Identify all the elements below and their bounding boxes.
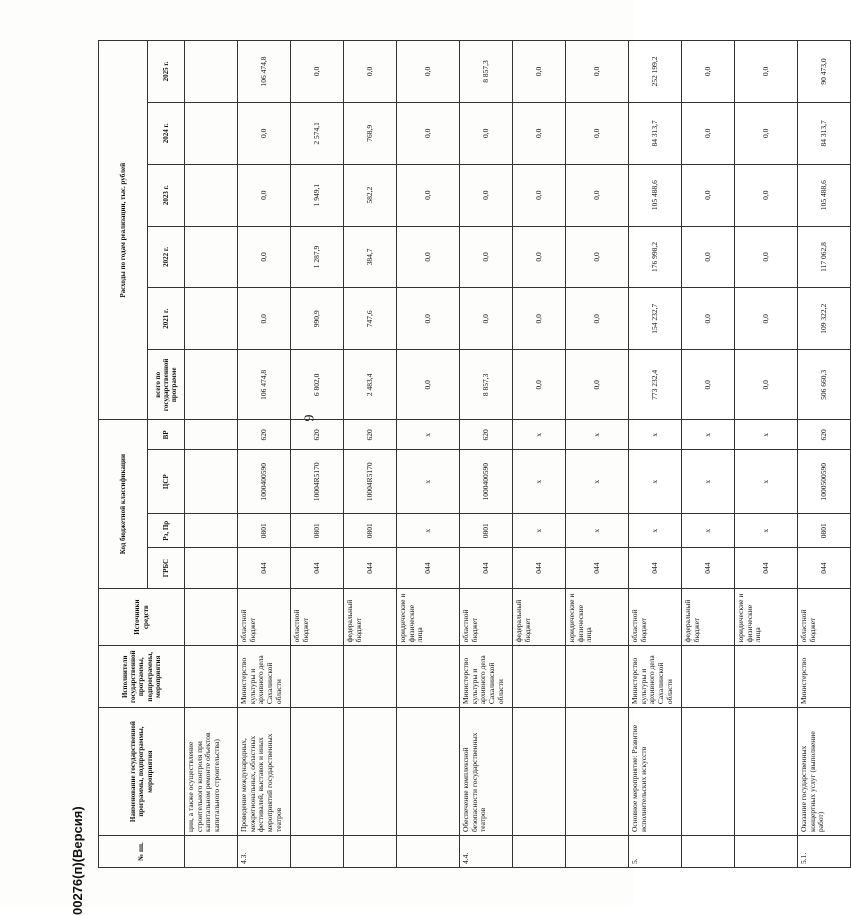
cell-grbs: 044 bbox=[798, 548, 851, 588]
cell-year-2021: 0,0 bbox=[460, 288, 513, 350]
cell-year-2023: 105 488,6 bbox=[629, 164, 682, 226]
cell-year-2022: 0,0 bbox=[682, 226, 735, 288]
cell-source: юридические и физические лица bbox=[566, 588, 629, 646]
table-row bbox=[682, 41, 735, 868]
cell-year-2023: 1 949,1 bbox=[291, 164, 344, 226]
cell-vr: 620 bbox=[798, 420, 851, 450]
page-number: 9 bbox=[302, 414, 318, 422]
cell-grbs: 044 bbox=[735, 548, 798, 588]
cell-total: 0,0 bbox=[735, 350, 798, 420]
cell-year-2023: 0,0 bbox=[735, 164, 798, 226]
cell-executor bbox=[397, 646, 460, 708]
cell-name: Проведение международных, межрегиональных, областных фестивалей, выставок и иных мероприятий государственных театров bbox=[238, 708, 291, 836]
cell-name bbox=[344, 708, 397, 836]
cell-num: 5.1. bbox=[798, 836, 851, 868]
cell-vr: x bbox=[513, 420, 566, 450]
header-name: Наименование государственной программы, подпрограммы, мероприятия bbox=[99, 708, 185, 836]
cell-rzpr: 0801 bbox=[291, 514, 344, 548]
cell-num bbox=[344, 836, 397, 868]
table-row bbox=[397, 41, 460, 868]
cell-vr: x bbox=[629, 420, 682, 450]
header-rzpr: Рз, Пр bbox=[148, 514, 185, 548]
cell-csr: x bbox=[513, 450, 566, 514]
cell-year-2025: 0,0 bbox=[291, 41, 344, 103]
cell-grbs: 044 bbox=[513, 548, 566, 588]
cell-year-2025: 106 474,8 bbox=[238, 41, 291, 103]
cell-vr: 620 bbox=[291, 420, 344, 450]
cell-year-2023: 0,0 bbox=[566, 164, 629, 226]
cell-source: федеральный бюджет bbox=[682, 588, 735, 646]
header-num: № пп. bbox=[99, 836, 185, 868]
cell-year-2023: 0,0 bbox=[513, 164, 566, 226]
cell-year-2022: 0,0 bbox=[566, 226, 629, 288]
cell-year-2025: 0,0 bbox=[344, 41, 397, 103]
cell-year-2021: 0,0 bbox=[566, 288, 629, 350]
cell-csr: x bbox=[566, 450, 629, 514]
cell-year-2024: 0,0 bbox=[238, 102, 291, 164]
cell-source: юридические и физические лица bbox=[397, 588, 460, 646]
cell-name bbox=[566, 708, 629, 836]
cell-grbs: 044 bbox=[397, 548, 460, 588]
cell-year-2022: 176 998,2 bbox=[629, 226, 682, 288]
cell-source: областной бюджет bbox=[238, 588, 291, 646]
cell-year-2024: 84 313,7 bbox=[798, 102, 851, 164]
cell-total: 0,0 bbox=[397, 350, 460, 420]
table-row bbox=[566, 41, 629, 868]
cell-year-2023: 0,0 bbox=[238, 164, 291, 226]
cell-csr: 1000500590 bbox=[798, 450, 851, 514]
cell-executor: Министерство bbox=[798, 646, 851, 708]
header-budget-code: Код бюджетной классификации bbox=[99, 420, 148, 588]
table-row bbox=[735, 41, 798, 868]
cell-year-2024: 0,0 bbox=[397, 102, 460, 164]
cell-executor bbox=[735, 646, 798, 708]
cell-name bbox=[735, 708, 798, 836]
cell-year-2021: 0,0 bbox=[682, 288, 735, 350]
cell-num bbox=[513, 836, 566, 868]
cell-year-2025: 0,0 bbox=[682, 41, 735, 103]
cell-executor bbox=[682, 646, 735, 708]
cell-source: федеральный бюджет bbox=[344, 588, 397, 646]
cell-year-2021: 0,0 bbox=[735, 288, 798, 350]
cell-total: 773 232,4 bbox=[629, 350, 682, 420]
table-row bbox=[629, 41, 682, 868]
cell-rzpr: 0801 bbox=[460, 514, 513, 548]
cell-grbs: 044 bbox=[460, 548, 513, 588]
cell-total: 6 802,0 bbox=[291, 350, 344, 420]
cell-total: 2 483,4 bbox=[344, 350, 397, 420]
footer-code: 00276(п)(Версия) bbox=[70, 806, 85, 915]
cell-vr: x bbox=[566, 420, 629, 450]
cell-rzpr: x bbox=[629, 514, 682, 548]
table-row bbox=[344, 41, 397, 868]
cell-csr: 10004R5170 bbox=[344, 450, 397, 514]
cell-vr: 620 bbox=[238, 420, 291, 450]
cell-executor: Министерство культуры и архивного дела Сахалинской области bbox=[238, 646, 291, 708]
cell-year-2025: 252 199,2 bbox=[629, 41, 682, 103]
cell-rzpr: x bbox=[397, 514, 460, 548]
table-body bbox=[185, 41, 851, 868]
header-total: всего по государственной программе bbox=[148, 350, 185, 420]
cell-csr: 10004R5170 bbox=[291, 450, 344, 514]
cell-vr: x bbox=[682, 420, 735, 450]
cell-year-2022: 0,0 bbox=[238, 226, 291, 288]
header-expenses: Расходы по годам реализации, тыс. рублей bbox=[99, 41, 148, 420]
cell-rzpr: x bbox=[735, 514, 798, 548]
cell-total: 0,0 bbox=[566, 350, 629, 420]
cell-year-2024: 0,0 bbox=[460, 102, 513, 164]
cell-executor bbox=[344, 646, 397, 708]
cell-grbs: 044 bbox=[566, 548, 629, 588]
cell-year-2022: 0,0 bbox=[735, 226, 798, 288]
cell-rzpr: 0801 bbox=[238, 514, 291, 548]
cell-year-2025: 8 857,3 bbox=[460, 41, 513, 103]
cell-vr: x bbox=[735, 420, 798, 450]
cell-source: юридические и физические лица bbox=[735, 588, 798, 646]
cell-rzpr: 0801 bbox=[344, 514, 397, 548]
header-2024: 2024 г. bbox=[148, 102, 185, 164]
cell-name bbox=[291, 708, 344, 836]
header-2025: 2025 г. bbox=[148, 41, 185, 103]
cell-source: областной бюджет bbox=[629, 588, 682, 646]
cell-name bbox=[397, 708, 460, 836]
cell-total: 506 660,3 bbox=[798, 350, 851, 420]
cell-rzpr: x bbox=[513, 514, 566, 548]
cell-vr: x bbox=[397, 420, 460, 450]
cell-grbs: 044 bbox=[629, 548, 682, 588]
header-source: Источники средств bbox=[99, 588, 185, 646]
cell-year-2022: 1 287,9 bbox=[291, 226, 344, 288]
cell-year-2023: 582,2 bbox=[344, 164, 397, 226]
cell-num bbox=[735, 836, 798, 868]
continuation-row bbox=[185, 41, 238, 868]
cell-year-2024: 84 313,7 bbox=[629, 102, 682, 164]
cell-year-2023: 0,0 bbox=[460, 164, 513, 226]
budget-table bbox=[98, 40, 851, 868]
cell-total: 106 474,8 bbox=[238, 350, 291, 420]
cell-year-2024: 0,0 bbox=[513, 102, 566, 164]
budget-table-wrapper bbox=[98, 40, 828, 868]
cell-year-2025: 0,0 bbox=[513, 41, 566, 103]
cell-grbs: 044 bbox=[238, 548, 291, 588]
header-vr: ВР bbox=[148, 420, 185, 450]
cell-year-2024: 0,0 bbox=[682, 102, 735, 164]
cell-year-2025: 0,0 bbox=[566, 41, 629, 103]
cell-year-2023: 0,0 bbox=[397, 164, 460, 226]
cell-executor bbox=[513, 646, 566, 708]
cell-rzpr: x bbox=[566, 514, 629, 548]
cell-grbs: 044 bbox=[344, 548, 397, 588]
table-row bbox=[513, 41, 566, 868]
header-2021: 2021 г. bbox=[148, 288, 185, 350]
cell-year-2021: 109 322,2 bbox=[798, 288, 851, 350]
cell-year-2025: 90 473,0 bbox=[798, 41, 851, 103]
cell-year-2022: 0,0 bbox=[513, 226, 566, 288]
cell-csr: x bbox=[735, 450, 798, 514]
cell-num bbox=[397, 836, 460, 868]
cell-year-2024: 0,0 bbox=[735, 102, 798, 164]
cell-year-2025: 0,0 bbox=[735, 41, 798, 103]
cell-year-2024: 0,0 bbox=[566, 102, 629, 164]
cell-executor bbox=[566, 646, 629, 708]
cell-executor: Министерство культуры и архивного дела Сахалинской области bbox=[460, 646, 513, 708]
cell-year-2021: 0,0 bbox=[397, 288, 460, 350]
cell-csr: x bbox=[682, 450, 735, 514]
cell-year-2025: 0,0 bbox=[397, 41, 460, 103]
table-row bbox=[238, 41, 291, 868]
table-row bbox=[460, 41, 513, 868]
cell-csr: x bbox=[629, 450, 682, 514]
cell-name bbox=[513, 708, 566, 836]
cell-executor bbox=[291, 646, 344, 708]
cell-year-2022: 384,7 bbox=[344, 226, 397, 288]
cell-year-2021: 0,0 bbox=[513, 288, 566, 350]
cell-csr: 1000400590 bbox=[238, 450, 291, 514]
cell-num bbox=[291, 836, 344, 868]
cell-name: Оказание государственных концертных услуг (выполнение работ) bbox=[798, 708, 851, 836]
cell-rzpr: 0801 bbox=[798, 514, 851, 548]
cell-name: Основное мероприятие: Развитие исполнительских искусств bbox=[629, 708, 682, 836]
cell-source: федеральный бюджет bbox=[513, 588, 566, 646]
cell-year-2021: 154 232,7 bbox=[629, 288, 682, 350]
header-grbs: ГРБС bbox=[148, 548, 185, 588]
cell-year-2021: 990,9 bbox=[291, 288, 344, 350]
table-row bbox=[798, 41, 851, 868]
cell-total: 0,0 bbox=[682, 350, 735, 420]
cell-num bbox=[566, 836, 629, 868]
cell-grbs: 044 bbox=[682, 548, 735, 588]
header-2022: 2022 г. bbox=[148, 226, 185, 288]
cell-vr: 620 bbox=[460, 420, 513, 450]
cell-name bbox=[682, 708, 735, 836]
header-executor: Исполнители государственной программы, подпрограммы, мероприятия bbox=[99, 646, 185, 708]
cell-year-2022: 0,0 bbox=[460, 226, 513, 288]
cell-rzpr: x bbox=[682, 514, 735, 548]
cell-year-2021: 0,0 bbox=[238, 288, 291, 350]
cell-year-2022: 117 062,8 bbox=[798, 226, 851, 288]
cell-num: 4.4. bbox=[460, 836, 513, 868]
cell-executor: Министерство культуры и архивного дела Сахалинской области bbox=[629, 646, 682, 708]
header-csr: ЦСР bbox=[148, 450, 185, 514]
cell-source: областной бюджет bbox=[291, 588, 344, 646]
cell-num: 5. bbox=[629, 836, 682, 868]
cell-year-2024: 2 574,1 bbox=[291, 102, 344, 164]
cell-vr: 620 bbox=[344, 420, 397, 450]
cell-grbs: 044 bbox=[291, 548, 344, 588]
cell-year-2023: 0,0 bbox=[682, 164, 735, 226]
cell-year-2023: 105 488,6 bbox=[798, 164, 851, 226]
header-2023: 2023 г. bbox=[148, 164, 185, 226]
cell-num bbox=[682, 836, 735, 868]
cell-total: 8 857,3 bbox=[460, 350, 513, 420]
cell-csr: x bbox=[397, 450, 460, 514]
cell-year-2022: 0,0 bbox=[397, 226, 460, 288]
cell-name: Обеспечение комплексной безопасности государственных театров bbox=[460, 708, 513, 836]
cell-year-2024: 768,9 bbox=[344, 102, 397, 164]
cell-source: областной бюджет bbox=[798, 588, 851, 646]
cell-num: 4.3. bbox=[238, 836, 291, 868]
cell-year-2021: 747,6 bbox=[344, 288, 397, 350]
cell-source: областной бюджет bbox=[460, 588, 513, 646]
continuation-text: ции, а также осуществление строительного контроля при капитальном ремонте объектов капитального строительства) bbox=[185, 708, 238, 836]
cell-csr: 1000400590 bbox=[460, 450, 513, 514]
table-row bbox=[291, 41, 344, 868]
cell-total: 0,0 bbox=[513, 350, 566, 420]
